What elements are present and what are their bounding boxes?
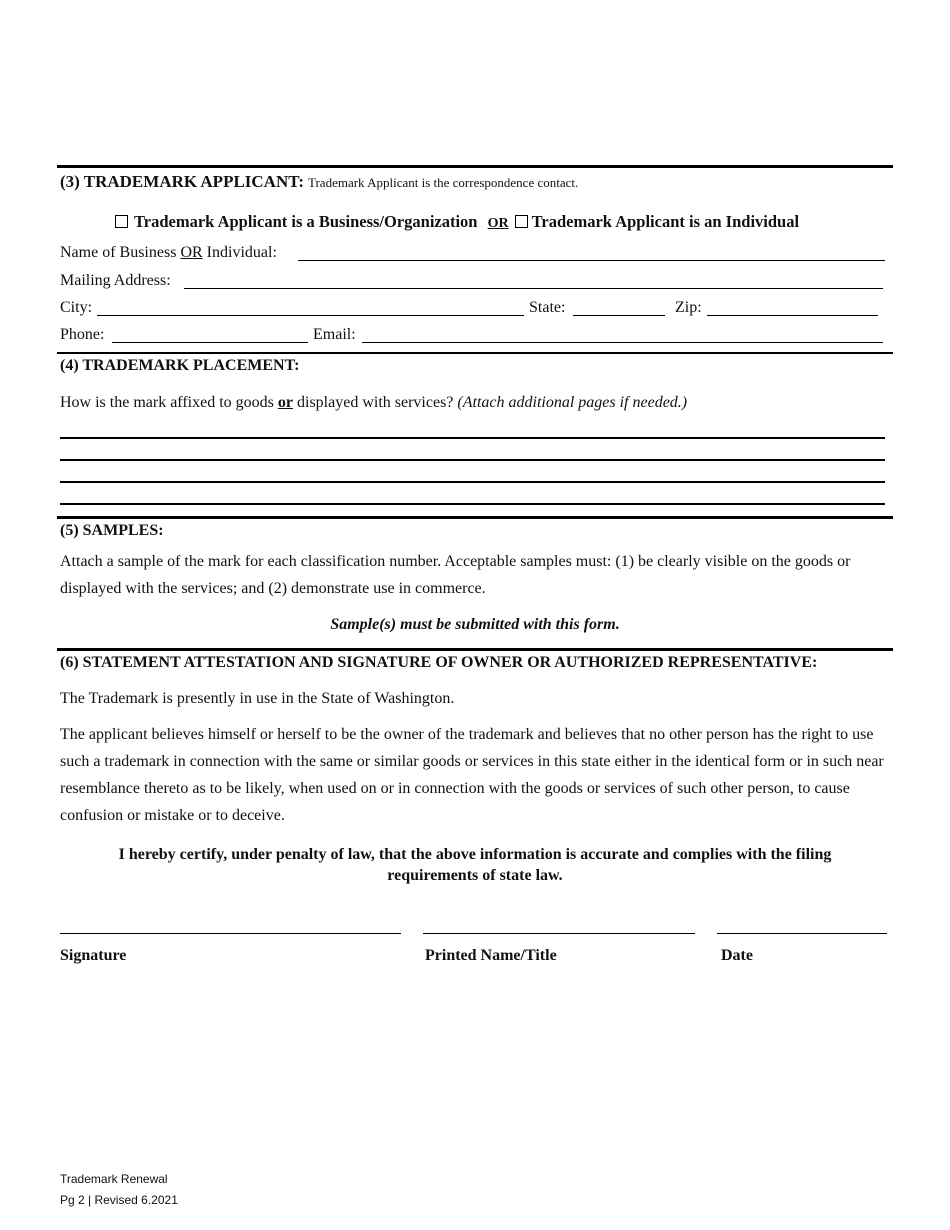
individual-checkbox[interactable] xyxy=(515,215,528,228)
mailing-label: Mailing Address: xyxy=(60,272,171,289)
placement-question: How is the mark affixed to goods or displayed with services? (Attach additional pages if needed.) xyxy=(60,394,688,411)
city-field[interactable] xyxy=(97,315,524,316)
section3-subheading: Trademark Applicant is the correspondence contact. xyxy=(307,175,579,190)
footer-page-info: Pg 2 | Revised 6.2021 xyxy=(60,1193,178,1207)
printed-name-label: Printed Name/Title xyxy=(425,947,557,964)
printed-name-field[interactable] xyxy=(423,933,695,934)
footer-title: Trademark Renewal xyxy=(60,1172,168,1186)
certify-statement: I hereby certify, under penalty of law, that the above information is accurate and complies with the filing requirements of state law. xyxy=(118,846,832,884)
zip-label: Zip: xyxy=(675,299,702,316)
section4-heading: (4) TRADEMARK PLACEMENT: xyxy=(60,357,300,374)
signature-field[interactable] xyxy=(60,933,401,934)
section3-top-rule xyxy=(57,165,893,168)
or-label: OR xyxy=(487,216,509,231)
phone-field[interactable] xyxy=(112,342,308,343)
email-label: Email: xyxy=(313,326,356,343)
applicant-type-row xyxy=(115,212,799,232)
placement-line-2[interactable] xyxy=(60,459,885,461)
statement-in-use: The Trademark is presently in use in the State of Washington. xyxy=(60,690,455,707)
placement-line-1[interactable] xyxy=(60,437,885,439)
signature-label: Signature xyxy=(60,947,127,964)
section6-top-rule xyxy=(57,648,893,651)
statement-ownership: The applicant believes himself or herself to be the owner of the trademark and believes that no other person has the right to use such a trademark in connection with the same or similar goods or services in this state either in the identical form or in such near resemblance thereto as to be likely, when used on or in connection with the goods or services of such other person, to cause confusion or mistake or to deceive. xyxy=(60,726,884,824)
business-option-label: Trademark Applicant is a Business/Organization xyxy=(134,212,478,231)
business-checkbox[interactable] xyxy=(115,215,128,228)
state-field[interactable] xyxy=(573,315,665,316)
date-field[interactable] xyxy=(717,933,887,934)
section3-heading: (3) TRADEMARK APPLICANT: xyxy=(60,172,304,191)
section5-heading: (5) SAMPLES: xyxy=(60,522,164,539)
phone-label: Phone: xyxy=(60,326,105,343)
mailing-address-field[interactable] xyxy=(184,288,883,289)
section3-header xyxy=(60,172,578,192)
samples-body: Attach a sample of the mark for each classification number. Acceptable samples must: (1) be clearly visible on the goods or displayed with the services; and (2) demonstrate use in commerce. xyxy=(60,553,851,597)
samples-notice: Sample(s) must be submitted with this form. xyxy=(330,616,620,633)
email-field[interactable] xyxy=(362,342,883,343)
placement-line-4[interactable] xyxy=(60,503,885,505)
section5-top-rule xyxy=(57,516,893,519)
individual-option-label: Trademark Applicant is an Individual xyxy=(531,212,800,231)
date-label: Date xyxy=(721,947,753,964)
name-field[interactable] xyxy=(298,260,885,261)
state-label: State: xyxy=(529,299,566,316)
name-label: Name of Business OR Individual: xyxy=(60,244,277,261)
section4-top-rule xyxy=(57,352,893,354)
section6-heading: (6) STATEMENT ATTESTATION AND SIGNATURE OF OWNER OR AUTHORIZED REPRESENTATIVE: xyxy=(60,654,818,671)
zip-field[interactable] xyxy=(707,315,878,316)
city-label: City: xyxy=(60,299,93,316)
placement-line-3[interactable] xyxy=(60,481,885,483)
